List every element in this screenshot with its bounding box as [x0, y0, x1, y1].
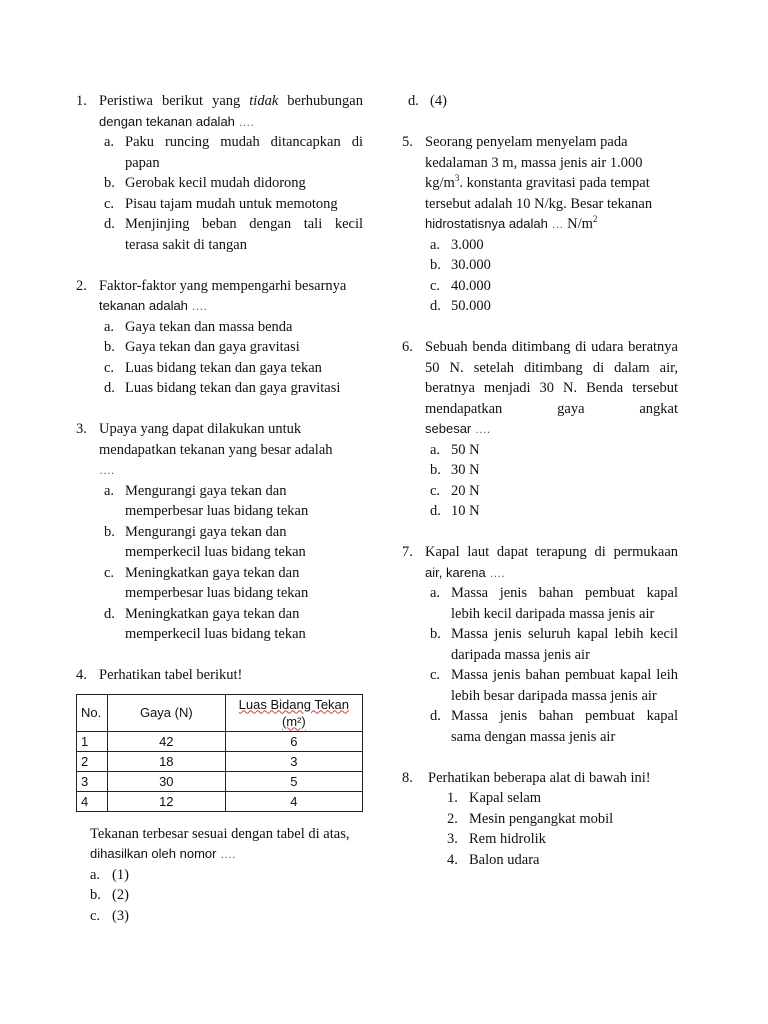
question-text: sebesar [425, 421, 472, 436]
question-text: Tekanan terbesar sesuai dengan tabel di atas, [90, 825, 350, 842]
option-c[interactable]: c. Meningkatkan gaya tekan dan memperbesar luas bidang tekan [104, 564, 309, 601]
question-text: Perhatikan tabel berikut! [99, 667, 243, 683]
table-cell: 1 [77, 731, 108, 751]
question-text: hidrostatisnya adalah [425, 216, 548, 231]
table-cell: 4 [77, 791, 108, 811]
option-b[interactable]: b. Gaya tekan dan gaya gravitasi [104, 339, 300, 355]
table-cell: 4 [225, 791, 362, 811]
table-row [77, 751, 363, 771]
option-c[interactable]: c. 40.000 [430, 277, 491, 294]
table-cell: 18 [107, 751, 225, 771]
table-cell: 42 [107, 731, 225, 751]
question-number: 7. [402, 544, 413, 560]
table-cell: 12 [107, 791, 225, 811]
question-text: Sebuah benda ditimbang di udara beratnya 50 N. setelah ditimbang di dalam air, beratnya menjadi 30 N. Benda tersebut mendapatkan gaya angkat [425, 339, 678, 417]
option-d[interactable]: d. Luas bidang tekan dan gaya gravitasi [104, 380, 341, 396]
table-cell: 3 [225, 751, 362, 771]
question-text: Peristiwa berikut yang [99, 93, 241, 109]
option-b[interactable]: b. 30.000 [430, 257, 491, 273]
question-text: Seorang penyelam menyelam pada [425, 134, 628, 150]
question-1 [76, 91, 363, 255]
option-a[interactable]: a. (1) [90, 866, 129, 883]
question-number: 5. [402, 134, 413, 150]
question-text: berhubungan [287, 93, 363, 109]
question-3 [76, 419, 363, 645]
question-7 [402, 542, 678, 747]
left-column [76, 91, 363, 926]
option-d[interactable]: d. Massa jenis bahan pembuat kapal sama dengan massa jenis air [430, 708, 678, 745]
list-item: 2. Mesin pengangkat mobil [447, 810, 614, 827]
table-row [77, 771, 363, 791]
option-c[interactable]: c. (3) [90, 907, 129, 924]
list-item: 4. Balon udara [447, 851, 540, 868]
table-header-row [77, 694, 363, 731]
question-text: tersebut adalah 10 N/kg. Besar tekanan [425, 195, 653, 212]
option-d[interactable]: d. Meningkatkan gaya tekan dan memperkecil luas bidang tekan [104, 605, 306, 642]
question-number: 1. [76, 93, 87, 109]
question-text: dengan tekanan adalah [99, 113, 235, 129]
question-number: 6. [402, 339, 413, 355]
table-cell: 3 [77, 771, 108, 791]
blank-dots: … [551, 217, 564, 231]
question-number: 3. [76, 421, 87, 437]
question-text: mendapatkan tekanan yang besar adalah [99, 441, 333, 458]
question-2 [76, 276, 363, 399]
question-4 [76, 665, 363, 686]
question-number: 8. [402, 769, 413, 786]
column-header: Gaya (N) [107, 694, 225, 731]
question-text: Perhatikan beberapa alat di bawah ini! [428, 769, 651, 786]
blank-dots: …. [489, 565, 505, 580]
question-6 [402, 337, 678, 522]
question-text: Kapal laut dapat terapung di permukaan [425, 544, 678, 560]
option-b[interactable]: b. 30 N [430, 462, 480, 478]
blank-dots: …. [99, 463, 115, 477]
emphasis-text: tidak [249, 93, 279, 109]
question-text: Faktor-faktor yang mempengarhi besarnya [99, 277, 347, 294]
right-column [402, 91, 678, 870]
option-a[interactable]: a. 50 N [430, 441, 480, 458]
table-row [77, 731, 363, 751]
question-text: dihasilkan oleh nomor [90, 846, 217, 861]
blank-dots: …. [474, 422, 491, 436]
option-a[interactable]: a. Gaya tekan dan massa benda [104, 318, 293, 335]
option-d[interactable]: d. 50.000 [430, 298, 491, 314]
table-cell: 6 [225, 731, 362, 751]
list-item: 1. Kapal selam [447, 790, 542, 806]
table-row [77, 791, 363, 811]
option-a[interactable]: a. 3.000 [430, 236, 484, 253]
table-cell: 5 [225, 771, 362, 791]
table-cell: 2 [77, 751, 108, 771]
option-b[interactable]: b. Massa jenis seluruh kapal lebih kecil daripada massa jenis air [430, 626, 678, 663]
option-d[interactable]: d. (4) [408, 93, 447, 109]
question-number: 2. [76, 277, 87, 294]
option-c[interactable]: c. Pisau tajam mudah untuk memotong [104, 195, 338, 212]
question-text: kedalaman 3 m, massa jenis air 1.000 [425, 154, 643, 171]
column-header: Luas Bidang Tekan (m²) [225, 694, 362, 731]
question-text: tekanan adalah [99, 298, 188, 313]
unit-text: N/m [567, 216, 593, 232]
option-a[interactable]: a. Massa jenis bahan pembuat kapal lebih kecil daripada massa jenis air [430, 585, 678, 622]
question-8 [402, 768, 678, 871]
table-cell: 30 [107, 771, 225, 791]
force-area-table [76, 694, 363, 812]
option-a[interactable]: a. Paku runcing mudah ditancapkan di papan [104, 134, 363, 171]
question-5: 5. Seorang penyelam menyelam pada kedalaman 3 m, massa jenis air 1.000 $kg/m^3$. konstanta gravitasi pada tempat tersebut adalah 10 N/kg. Besar tekanan hidrostatisnya adalah … $N/m^2$ a. 3.000 b. 30.000 c. 40.000 d. 50.000 [402, 132, 678, 317]
blank-dots: …. [191, 299, 207, 313]
option-c[interactable]: c. 20 N [430, 482, 480, 499]
option-b[interactable]: b. Gerobak kecil mudah didorong [104, 175, 306, 191]
question-text: Upaya yang dapat dilakukan untuk [99, 421, 302, 437]
option-c[interactable]: c. Luas bidang tekan dan gaya tekan [104, 359, 322, 376]
list-item: 3. Rem hidrolik [447, 831, 546, 847]
column-header: No. [77, 694, 108, 731]
option-c[interactable]: c. Massa jenis bahan pembuat kapal leih lebih besar daripada massa jenis air [430, 667, 678, 704]
blank-dots: …. [220, 847, 236, 861]
question-text: air, karena [425, 564, 486, 580]
option-b[interactable]: b. (2) [90, 887, 129, 903]
question-number: 4. [76, 667, 87, 683]
option-d[interactable]: d. Menjinjing beban dengan tali kecil terasa sakit di tangan [104, 216, 363, 253]
option-b[interactable]: b. Mengurangi gaya tekan dan memperkecil luas bidang tekan [104, 523, 306, 560]
option-d[interactable]: d. 10 N [430, 503, 480, 519]
blank-dots: …. [238, 114, 254, 129]
option-a[interactable]: a. Mengurangi gaya tekan dan memperbesar luas bidang tekan [104, 482, 309, 519]
